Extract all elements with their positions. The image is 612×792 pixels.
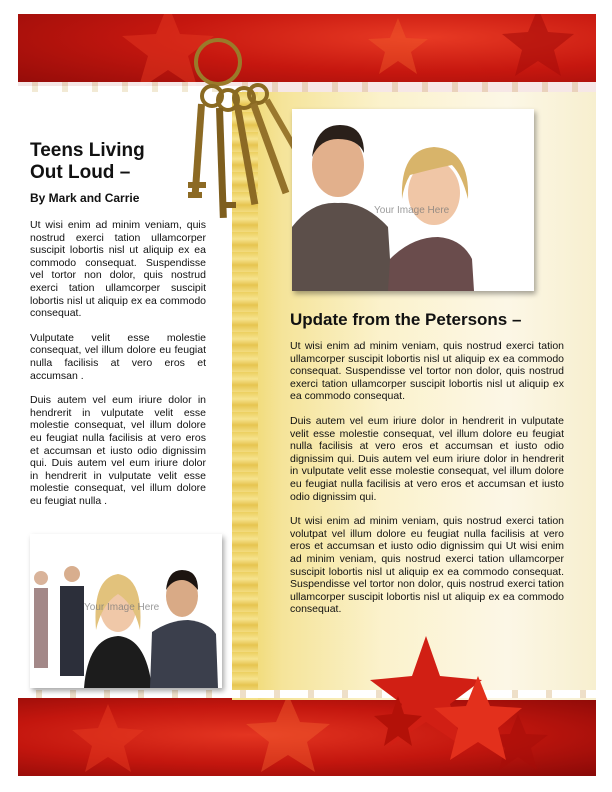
right-paragraph-2: Duis autem vel eum iriure dolor in hendrerit in vulputate velit esse molestie consequat, vel illum dolore eu feugiat nulla facilisis at vero eros et accumsan et iusto odio dignissim qui. Duis autem vel eum iriure dolor in hendrerit in vulputate velit esse molestie consequat, vel illum dolore eu feugiat nulla facilisis at vero eros et accumsan et iusto odio dignissim qui. <box>290 414 564 503</box>
left-paragraph-3: Duis autem vel eum iriure dolor in hendrerit in vulputate velit esse molestie consequat, vel illum dolore eu feugiat nulla facilisis at vero eros et accumsan et iusto odio dignissim qui. Duis autem vel eum iriure dolor in hendrerit in vulputate velit esse molestie consequat, vel illum dolore eu feugiat nulla . <box>30 394 206 507</box>
left-paragraph-2: Vulputate velit esse molestie consequat, vel illum dolore eu feugiat nulla facilisis at vero eros et accumsan . <box>30 331 206 382</box>
footer-star-1 <box>72 704 144 772</box>
right-paragraph-1: Ut wisi enim ad minim veniam, quis nostrud exerci tation ullamcorper suscipit lobortis nisl ut aliquip ex ea commodo consequat. Suspendisse vel tortor non dolor, quis nostrud exerci tation ullamcorper suscipit lobortis nisl ut aliquip ex ea commodo consequat. <box>290 340 564 403</box>
couple-photo <box>292 109 534 291</box>
group-photo <box>30 534 222 688</box>
right-article-body <box>290 340 564 628</box>
left-article-body <box>30 219 206 519</box>
keys-illustration <box>178 34 298 224</box>
left-paragraph-1: Ut wisi enim ad minim veniam, quis nostrud exerci tation ullamcorper suscipit lobortis nisl ut aliquip ex ea commodo consequat. Suspendisse vel tortor non dolor, quis nostrud exerci tation ullamcorper suscipit lobortis nisl ut aliquip ex ea commodo consequat. <box>30 219 206 320</box>
group-photo-placeholder: Your Image Here <box>84 602 160 613</box>
top-red-banner <box>18 14 596 92</box>
newsletter-page <box>18 14 596 776</box>
couple-photo-placeholder: Your Image Here <box>374 205 450 216</box>
banner-star-3 <box>502 14 574 76</box>
torn-paper-edge-top <box>18 82 596 92</box>
article-title <box>30 140 210 184</box>
title-line-1: Teens Living <box>30 140 145 161</box>
footer-star-2 <box>246 694 330 772</box>
decorative-stars <box>358 636 558 776</box>
right-article-heading: Update from the Petersons – <box>290 310 522 329</box>
right-paragraph-3: Ut wisi enim ad minim veniam, quis nostrud exerci tation volutpat vel illum dolore eu feugiat nulla facilisis at vero eros et accumsan et iusto odio dignissim qui Ut wisi enim ad minim veniam, quis nostrud exerci tation ullamcorper suscipit lobortis nisl ut aliquip ex ea commodo consequat. Suspendisse vel tortor non dolor, quis nostrud exerci tation ullamcorper suscipit lobortis nisl ut aliquip ex ea commodo consequat. <box>290 515 564 616</box>
title-line-2: Out Loud – <box>30 162 131 183</box>
byline: By Mark and Carrie <box>30 191 140 205</box>
banner-star-2 <box>368 18 428 74</box>
